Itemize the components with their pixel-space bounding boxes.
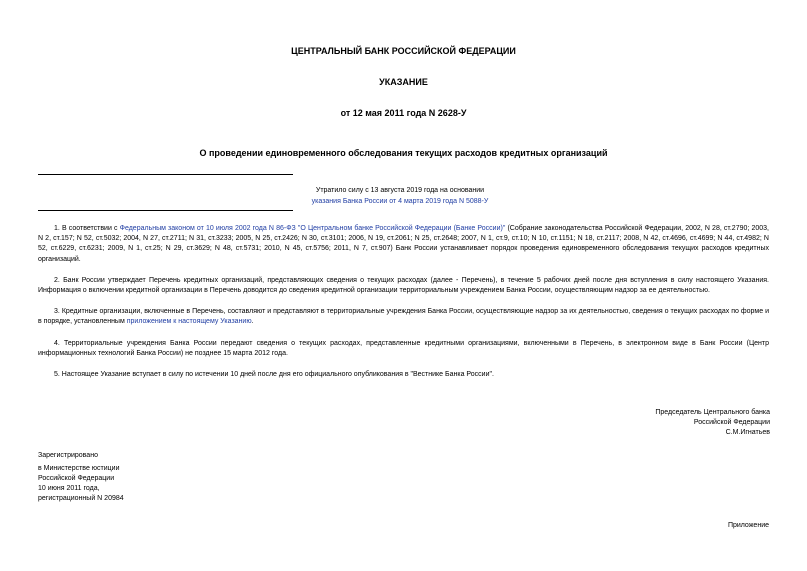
- registration-line-5: регистрационный N 20984: [38, 495, 124, 502]
- divider-bottom: [38, 210, 293, 211]
- paragraph-5: 5. Настоящее Указание вступает в силу по истечении 10 дней после дня его официального опубликования в "Вестнике Банка России".: [54, 371, 494, 379]
- issuer-heading: ЦЕНТРАЛЬНЫЙ БАНК РОССИЙСКОЙ ФЕДЕРАЦИИ: [291, 46, 516, 56]
- appendix-link[interactable]: приложением к настоящему Указанию: [126, 318, 252, 326]
- paragraph-1: [38, 224, 769, 265]
- document-date-number: от 12 мая 2011 года N 2628-У: [340, 108, 467, 118]
- registration-line-1: Зарегистрировано: [38, 452, 98, 459]
- divider-top: [38, 174, 293, 175]
- document-type: УКАЗАНИЕ: [379, 77, 428, 87]
- federal-law-link[interactable]: Федеральным законом от 10 июля 2002 года N 86-ФЗ "О Центральном банке Российской Федерации (Банке России)": [119, 225, 506, 232]
- paragraph-1-lead: 1. В соответствии с: [54, 225, 120, 232]
- signatory-org: Российской Федерации: [693, 419, 770, 426]
- registration-line-3: Российской Федерации: [38, 475, 115, 482]
- paragraph-3-lead: 3. Кредитные организации, включенные в Перечень, составляют и представляют в территориальные учреждения Банка России, осуществляющие надзор за их деятельностью, сведения о текущих расходах по форме и в порядке, установленным: [38, 308, 769, 326]
- paragraph-3: [38, 307, 769, 327]
- appendix-label: Приложение: [727, 522, 769, 529]
- paragraph-2: 2. Банк России утверждает Перечень кредитных организаций, представляющих сведения о текущих расходах (далее - Перечень), в течение 5 рабочих дней после дня вступления в силу настоящего Указания. Информация о включении кредитной организации в Перечень доводится до сведения кредитной организации территориальным учреждением Банка России, осуществляющим надзор за ее деятельностью.: [38, 276, 769, 295]
- registration-line-4: 10 июня 2011 года,: [38, 485, 100, 492]
- registration-block: [38, 451, 238, 504]
- signatory-name: С.М.Игнатьев: [725, 429, 770, 436]
- repeal-note: [200, 185, 600, 207]
- repeal-link[interactable]: указания Банка России от 4 марта 2019 года N 5088-У: [311, 198, 489, 205]
- signature-block: [560, 408, 770, 438]
- paragraph-4: 4. Территориальные учреждения Банка России передают сведения о текущих расходах, представленные кредитными организациями, включенными в Перечень, в электронном виде в Банк России (Центр информационных технологий Банка России) не позднее 15 марта 2012 года.: [38, 339, 769, 357]
- signatory-position: Председатель Центрального банка: [655, 409, 770, 416]
- document-body: [38, 224, 769, 391]
- paragraph-3-end: .: [251, 318, 254, 326]
- document-title: О проведении единовременного обследования текущих расходов кредитных организаций: [199, 148, 608, 158]
- repeal-note-text: Утратило силу с 13 августа 2019 года на основании: [315, 187, 485, 194]
- registration-line-2: в Министерстве юстиции: [38, 465, 120, 472]
- paragraph-1-text: (Собрание законодательства Российской Федерации, 2002, N 28, ст.2790; 2003, N 2, ст.157; N 52, ст.5032; 2004, N 27, ст.2711; N 31, ст.3233; 2005, N 25, ст.2426; N 30, ст.3101; 2006, N 19, ст.2061; N 25, ст.2648; 2007, N 1, ст.9, ст.10; N 10, ст.1151; N 18, ст.2117; 2008, N 42, ст.4696, ст.4699; N 44, ст.4982; N 52, ст.6229, ст.6231; 2009, N 1, ст.25; N 29, ст.3629; N 48, ст.5731; 2010, N 45, ст.5756; 2011, N 7, ст.907) Банк России устанавливает порядок проведения единовременного обследования текущих расходов кредитных организаций.: [38, 225, 769, 263]
